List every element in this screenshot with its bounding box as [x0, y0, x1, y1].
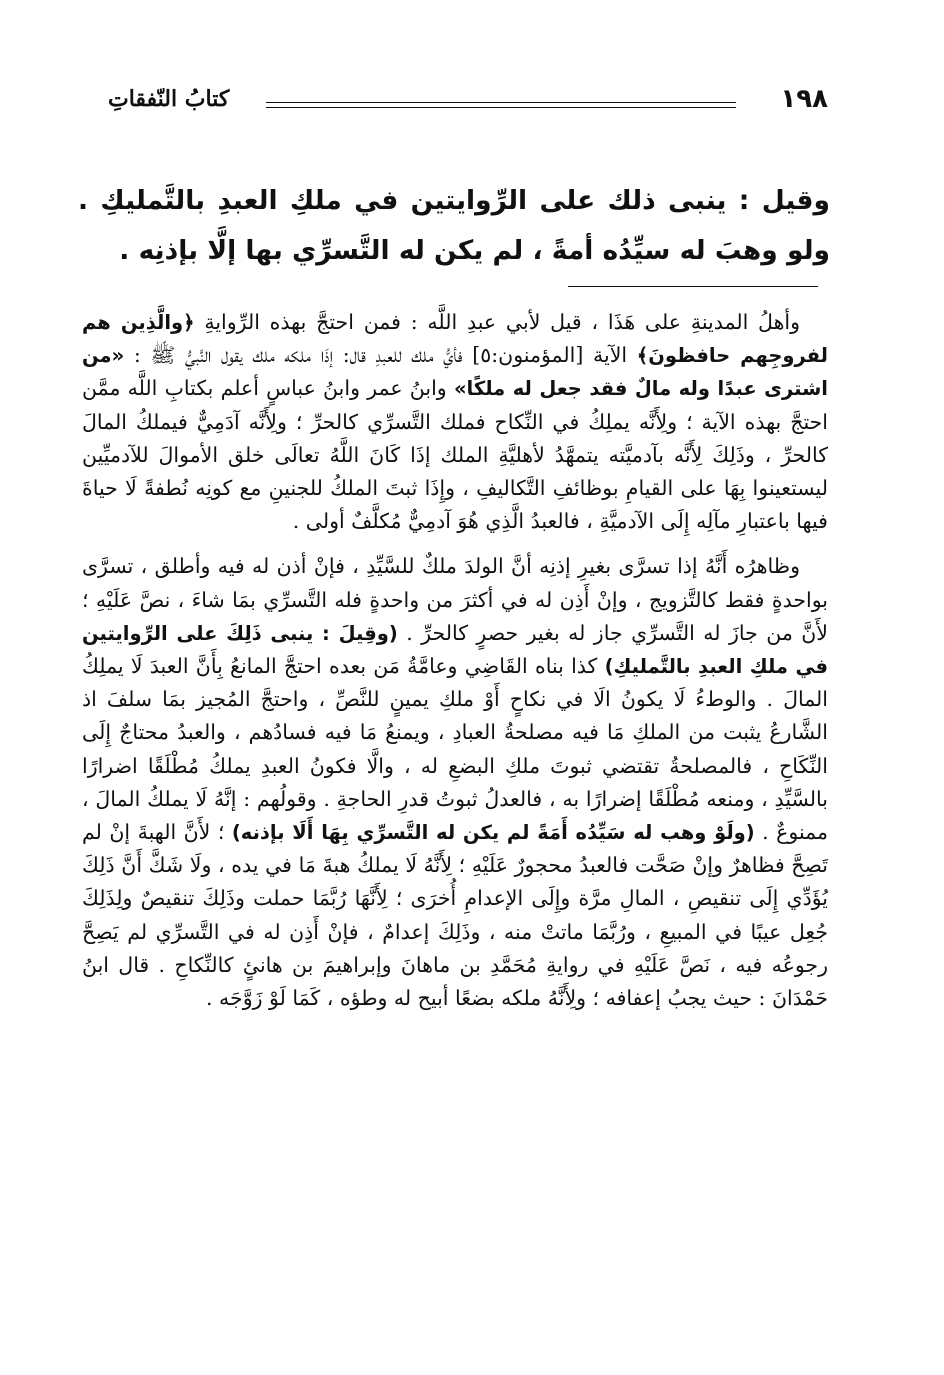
- text-segment: كذا بناه القَاضِي وعامَّةُ مَن بعده احتجَّ المانعُ بِأَنَّ العبدَ لَا يملِكُ المالَ . والوطءُ لَا يكونُ الَا في نكاحٍ أَوْ ملكِ يمينٍ للنَّصِّ ، واحتجَّ المُجيز بمَا سلفَ اذ الشَّارعُ يثبت من الملكِ مَا فيه مصلحةُ العبادِ ، ويمنعُ مَا فيه فسادُهم ، والعبدُ محتاجٌ إِلَى النِّكَاحِ ، فالمصلحةُ تقتضي ثبوتَ ملكِ البضعِ له ، والَّا فكونُ العبدِ يملكُ مُطْلَقًا اضرارًا بالسَّيِّدِ ، ومنعه مُطْلَقًا إضرارًا به ، فالعدلُ ثبوتُ قدرِ الحاجةِ . وقولُهم : إنَّهُ لَا يملكُ المالَ ، ممنوعٌ .: [82, 654, 828, 845]
- text-segment: وأهلُ المدينةِ على هَذَا ، قيل لأبي عبدِ اللَّه : فمن احتجَّ بهذه الرِّوايةِ: [194, 310, 800, 334]
- section-separator: [568, 286, 818, 287]
- hadith-quote: «من اشترى عبدًا وله مالٌ فقد جعل له ملكًا»: [82, 344, 828, 401]
- page-header: [108, 82, 828, 122]
- text-segment: وابنُ عمر وابنُ عباسٍ أعلم بكتابِ اللَّه ممَّن احتجَّ بهذه الآية ؛ ولِأَنَّه يملِكُ في النِّكاح فملك التَّسرِّي كالحرِّ ؛ ولِأَنَّه آدَمِيٌّ فيملكُ المالَ كالحرِّ ، وذَلِكَ لِأَنَّه بآدميَّته يتمهَّدُ لأهليَّةِ الملك إذَا كَانَ اللَّهُ تعالَى خلق الأموالَ للآدميِّين ليستعينوا بِهَا على القيامِ بوظائفِ التَّكاليفِ ، وإِذَا ثبتَ الملكُ للجنينِ مع كونِه نُطفةً لَا حياةَ فيها باعتبارِ مآلِه إِلَى الآدميَّةِ ، فالعبدُ الَّذِي هُوَ آدمِيٌّ مُكلَّفٌ أولى .: [82, 376, 828, 534]
- book-title: كتابُ النّفقاتِ: [108, 86, 230, 112]
- commentary-paragraph: [82, 550, 828, 1015]
- quran-quote: ﴿والَّذِين هم لفروجِهم حافظونَ﴾: [82, 311, 829, 368]
- page-number: ١٩٨: [780, 84, 828, 114]
- matn-quote: (وقِيلَ : ينبى ذَلِكَ على الرِّوايتين في ملكِ العبدِ بالتَّمليكِ): [82, 621, 829, 679]
- text-segment: وظاهرُه أَنَّهُ إذا تسرَّى بغيرِ إذنِه أنَّ الولدَ ملكٌ للسَّيِّدِ ، فإنْ أذن له فيه وأطلق ، تسرَّى بواحدةٍ فقط كالتَّزويج ، وإنْ أَذِن له في أكثرَ من واحدةٍ فله التَّسرِّي بمَا شاءَ ، نصَّ عَلَيْهِ ؛ لأَنَّ من جازَ له التَّسرِّي جاز له بغير حصرٍ كالحرِّ .: [82, 554, 829, 645]
- commentary-paragraph: [82, 306, 828, 538]
- matn-quote: (ولَوْ وهب له سَيِّدُه أَمَةً لم يكن له التَّسرِّي بِهَا أَلَا بإذنه): [231, 821, 755, 845]
- text-segment: الآية [المؤمنون:٥] فأيُّ ملك للعبدِ قال: إذَا ملكه ملك يقول النَّبيُّ ﷺ :: [124, 343, 637, 368]
- header-rule: [266, 102, 736, 108]
- matn-text: وقيل : ينبى ذلك على الرِّوايتين في ملكِ العبدِ بالتَّمليكِ . ولو وهبَ له سيِّدُه أمةً ، لم يكن له التَّسرِّي بها إلَّا بإذنِه .: [78, 185, 830, 266]
- commentary-text: [82, 306, 828, 1015]
- text-segment: ؛ لأَنَّ الهبةَ إنْ لم تَصِحَّ فظاهرٌ وإنْ صَحَّت فالعبدُ محجورٌ عَلَيْهِ ؛ لِأَنَّهُ لَا يملكُ هبةَ مَا في يده ، ولَا شَكَّ أَنَّ ذَلِكَ يُؤَدِّي إِلَى تنقيصِ ، المالِ مرَّة وإِلَى الإعدامِ أُخرَى ؛ لِأَنَّهَا رُبَّمَا حملت وذَلِكَ تنقيصٌ ولِذَلِكَ جُعِل عيبًا في المبيعِ ، ورُبَّمَا ماتتْ منه ، وذَلِكَ إعدامٌ ، فإنْ أَذِن له في التَّسرِّي لم يَصِحَّ رجوعُه فيه ، نَصَّ عَلَيْهِ في روايةِ مُحَمَّدِ بن ماهانَ وإبراهيمَ بن هانئٍ كالنِّكاحِ . قال ابنُ حَمْدَانَ : حيث يجبُ إعفافه ؛ ولِأَنَّهُ ملكه بضعًا أبيح له وطؤه ، كَمَا لَوْ زَوَّجَه .: [82, 820, 828, 1011]
